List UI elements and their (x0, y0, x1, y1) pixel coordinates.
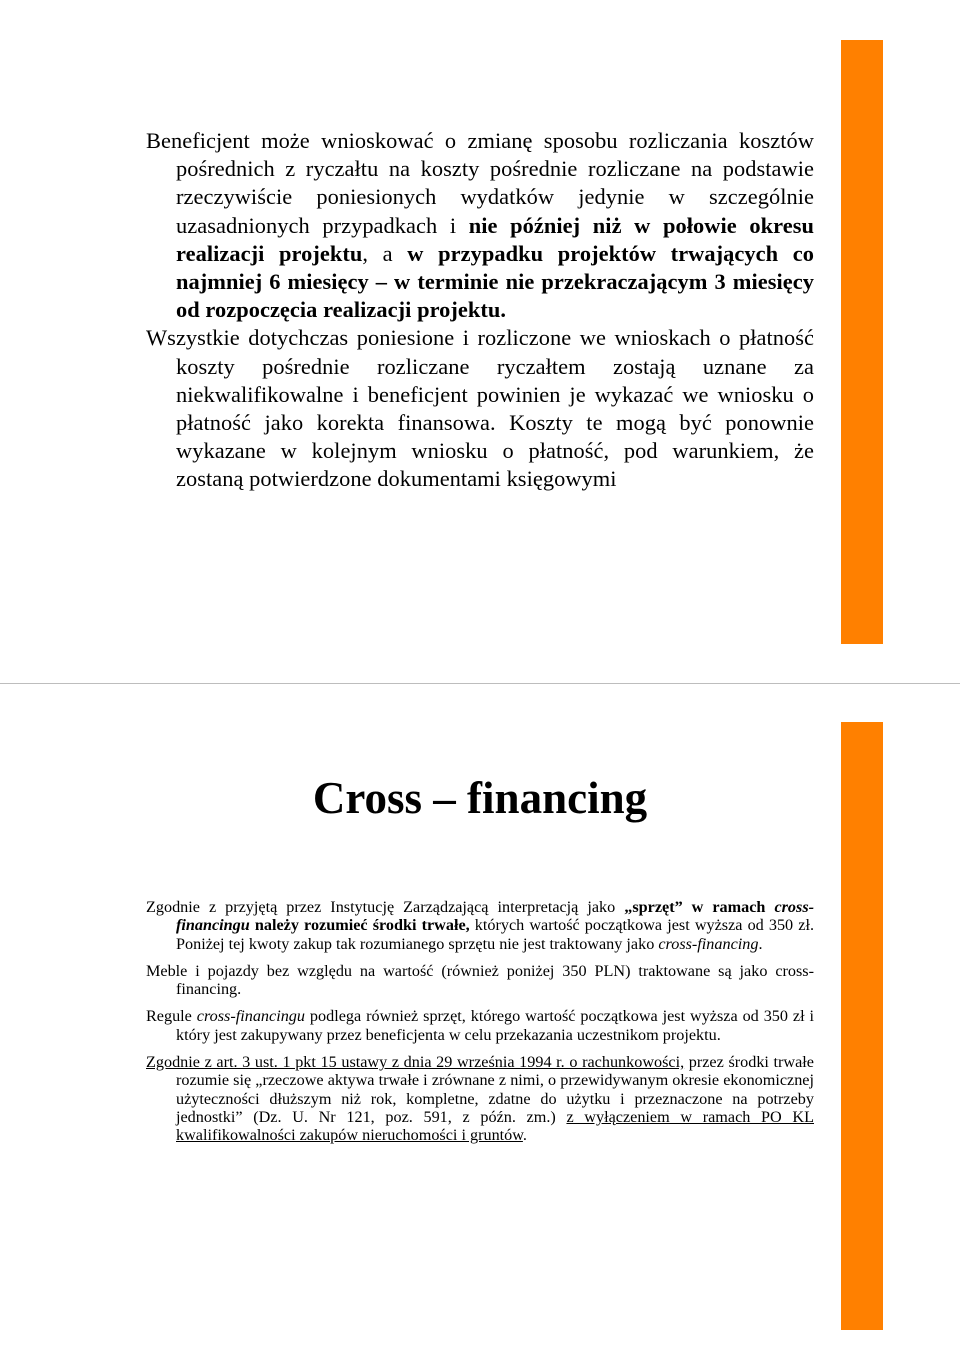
text-run: Zgodnie z przyjętą przez Instytucję Zarządzającą interpretacją jako (146, 898, 625, 916)
bold-run: w przypadku projektów trwających co najmniej 6 miesięcy – w terminie nie przekraczającym 3 miesięcy od rozpoczęcia realizacji projektu. (176, 240, 814, 323)
slide-2 (0, 684, 960, 1367)
bold-run: należy rozumieć środki trwałe, (249, 916, 470, 935)
text-run: . (522, 1126, 527, 1145)
slide-1 (0, 0, 960, 683)
paragraph-correction: Wszystkie dotychczas poniesione i rozliczone we wnioskach o płatność koszty pośrednie rozliczane ryczałtem zostają uznane za niekwalifikowalne i beneficjent powinien je wykazać we wniosku o płatność jako korekta finansowa. Koszty te mogą być ponownie wykazane w kolejnym wniosku o płatność, pod warunkiem, że zostaną potwierdzone dokumentami księgowymi (146, 325, 814, 492)
italic-run: cross-financing (658, 934, 759, 953)
paragraph-indirect-costs (146, 127, 814, 324)
note-accounting-act (146, 1053, 814, 1144)
note-participants-equipment (146, 1007, 814, 1044)
note-furniture-vehicles: Meble i pojazdy bez względu na wartość (również poniżej 350 PLN) traktowane są jako cross-financing. (146, 961, 814, 999)
slide-title: Cross – financing (312, 773, 648, 823)
text-run: których wartość początkowa jest wyższa od 350 zł. Poniżej tej kwoty zakup tak rozumianego sprzętu nie jest traktowany jako (176, 916, 814, 953)
bold-run: „sprzęt” w ramach (624, 898, 775, 916)
text-run: Beneficjent może wnioskować o zmianę sposobu rozliczania kosztów pośrednich z ryczałtu na koszty pośrednie rozliczane na podstawie rzeczywiście poniesionych wydatków jedynie w szczególnie uzasadnionych przypadkach i (146, 128, 814, 238)
note-equipment-definition (146, 898, 814, 953)
text-run: , a (362, 240, 408, 266)
text-run: podlega również sprzęt, którego wartość początkowa jest wyższa od 350 zł i który jest zakupywany przez beneficjenta w celu przekazania uczestnikom projektu. (176, 1007, 814, 1044)
text-run: . (758, 934, 763, 953)
slide-2-notes (146, 898, 814, 1154)
italic-run: cross-financingu (176, 898, 815, 935)
italic-run: cross-financingu (196, 1007, 305, 1026)
underlined-run: Zgodnie z art. 3 ust. 1 pkt 15 ustawy z dnia 29 września 1994 r. o rachunkowości, (146, 1053, 685, 1072)
bold-run: nie później niż w połowie okresu realizacji projektu (176, 212, 814, 266)
slide-1-body (146, 127, 814, 494)
text-run: Regule (146, 1007, 197, 1026)
accent-bar (841, 40, 883, 644)
text-run: przez środki trwałe rozumie się „rzeczowe aktywa trwałe i zrównane z nimi, o przewidywanym okresie ekonomicznej użyteczności dłuższym niż rok, kompletne, zdatne do użytku i przeznaczone na potrzeby jednostki” (Dz. U. Nr 121, poz. 591, z późn. zm.) (176, 1053, 814, 1126)
underlined-run: z wyłączeniem w ramach PO KL kwalifikowalności zakupów nieruchomości i gruntów (176, 1107, 814, 1145)
